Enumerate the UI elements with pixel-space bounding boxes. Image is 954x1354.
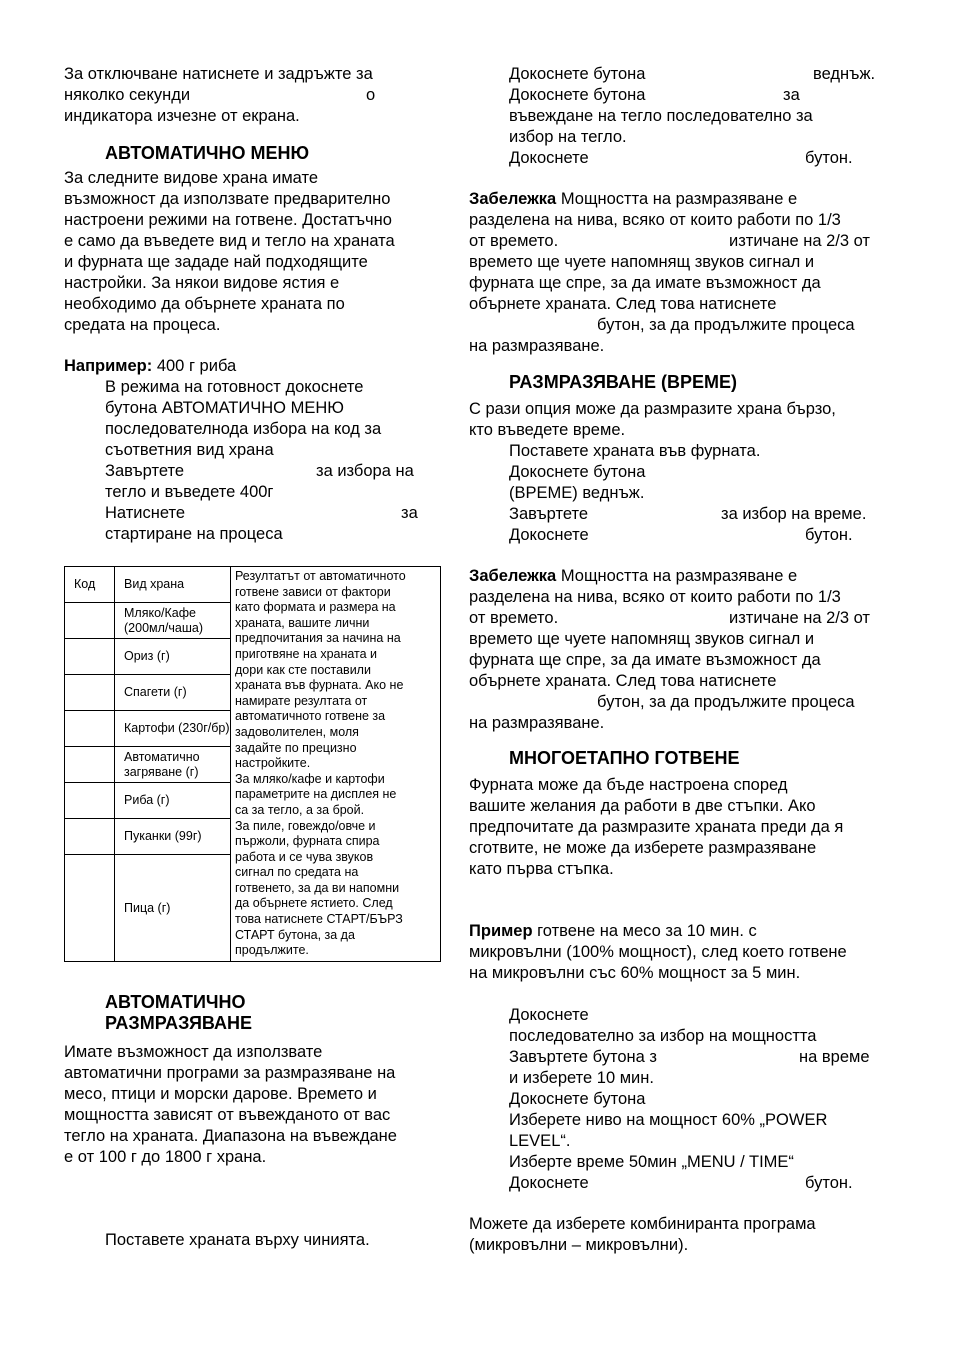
auto-menu-example: Например: 400 г риба: [64, 357, 237, 375]
table-header-code: Код: [65, 567, 115, 603]
defrost-time-steps: Поставете храната във фурната. Докоснете бутона (ВРЕМЕ) веднъж. Завъртете за избор на време. Докоснете бутон.: [509, 442, 867, 544]
intro-text: [64, 64, 444, 127]
defrost-weight-steps: Докоснете бутона веднъж. Докоснете бутона за въвеждане на тегло последователно за избор на тегло. Докоснете бутон.: [509, 65, 876, 167]
multi-stage-heading: МНОГОЕТАПНО ГОТВЕНЕ: [509, 748, 740, 768]
auto-menu-heading: АВТОМАТИЧНО МЕНЮ: [105, 143, 310, 163]
multi-stage-paragraph: Фурната може да бъде настроена според вашите желания да работи в две стъпки. Ако предпочитате да размразите храната преди да я сготвите, не може да изберете размразяване като първа стъпка.: [469, 776, 844, 878]
table-header-food: Вид храна: [115, 567, 231, 603]
note-2: Забележка Мощността на размразяване е разделена на нива, всяко от които работи по 1/3 от времето. изтичане на 2/3 от времето ще чуете напомнящ звуков сигнал и фурната ще спре, за да имате възможност да обърнете храната. След това натиснете бутон, за да продължите процеса на размразяване.: [469, 567, 870, 732]
text-line: За отключване натиснете и задръжте за: [64, 65, 373, 83]
table-row: Пица (г): [65, 855, 441, 962]
table-row: Мляко/Кафе (200мл/чаша): [65, 603, 441, 639]
table-note: Резултатът от автоматичното готвене зависи от фактори като формата и размера на храната, вашите лични предпочитания за начина на приготвяне на храната и дори как сте поставили храната във фурната. Ако не намирате резултата от автоматичното готвене за задоволителен, моля задайте по прецизно настройките. За мляко/кафе и картофи параметрите на дисплея не са за тегло, а за брой. За пиле, говеждо/овче и пържоли, фурната спира работа и се чува звуков сигнал по средата на готвенето, за да ви напомни да обърнете ястието. След това натиснете СТАРТ/БЪРЗ СТАРТ бутона, за да продължите.: [231, 567, 441, 962]
text-line: няколко секунди о: [64, 86, 376, 104]
defrost-time-paragraph: С рази опция може да размразите храна бързо, кто въведете време.: [469, 400, 836, 439]
table-row: Ориз (г): [65, 639, 441, 675]
table-row: Риба (г): [65, 783, 441, 819]
note-1: Забележка Мощността на размразяване е разделена на нива, всяко от които работи по 1/3 от времето. изтичане на 2/3 от времето ще чуете напомнящ звуков сигнал и фурната ще спре, за да имате възможност да обърнете храната. След това натиснете бутон, за да продължите процеса на размразяване.: [469, 190, 870, 355]
table-row: Спагети (г): [65, 675, 441, 711]
auto-menu-paragraph: За следните видове храна имате възможност да използвате предварително настроени режими на готвене. Достатъчно е само да въведете вид и тегло на храната и фурната ще зададе най подходящите настройки. За някои видове ястия е необходимо да обърнете храната по средата на процеса.: [64, 169, 395, 334]
auto-menu-steps: В режима на готовност докоснете бутона АВТОМАТИЧНО МЕНЮ последователнода избора на код за съответния вид храна Завъртете за избора на тегло и въведете 400г Натиснете за стартиране на процеса: [105, 378, 418, 543]
auto-defrost-paragraph: Имате възможност да използвате автоматични програми за размразяване на месо, птици и морски дарове. Времето и мощността зависят от въвежданото от вас тегло на храната. Диапазона на въвеждане е от 100 г до 1800 г храна.: [64, 1043, 397, 1166]
table-row: Автоматично загряване (г): [65, 747, 441, 783]
multi-stage-footer: Можете да изберете комбиниранта програма (микровълни – микровълни).: [469, 1215, 816, 1254]
table-row: Картофи (230г/бр): [65, 711, 441, 747]
multi-stage-steps: Докоснете последователно за избор на мощността Завъртете бутона з на време и изберете 10 мин. Докоснете бутона Изберете ниво на мощност 60% „POWER LEVEL“. Изберте време 50мин „MENU / TIME“ Докоснете бутон.: [509, 1006, 870, 1192]
defrost-time-heading: РАЗМРАЗЯВАНЕ (ВРЕМЕ): [509, 372, 737, 392]
table-row: Пуканки (99г): [65, 819, 441, 855]
text-line: индикатора изчезне от екрана.: [64, 107, 300, 125]
multi-stage-example: Пример готвене на месо за 10 мин. с микровълни (100% мощност), след което готвене на микровълни със 60% мощност за 5 мин.: [469, 922, 847, 982]
auto-defrost-step: Поставете храната върху чинията.: [105, 1231, 370, 1249]
auto-menu-table: [64, 566, 441, 962]
auto-defrost-heading: АВТОМАТИЧНО РАЗМРАЗЯВАНЕ: [105, 992, 252, 1033]
